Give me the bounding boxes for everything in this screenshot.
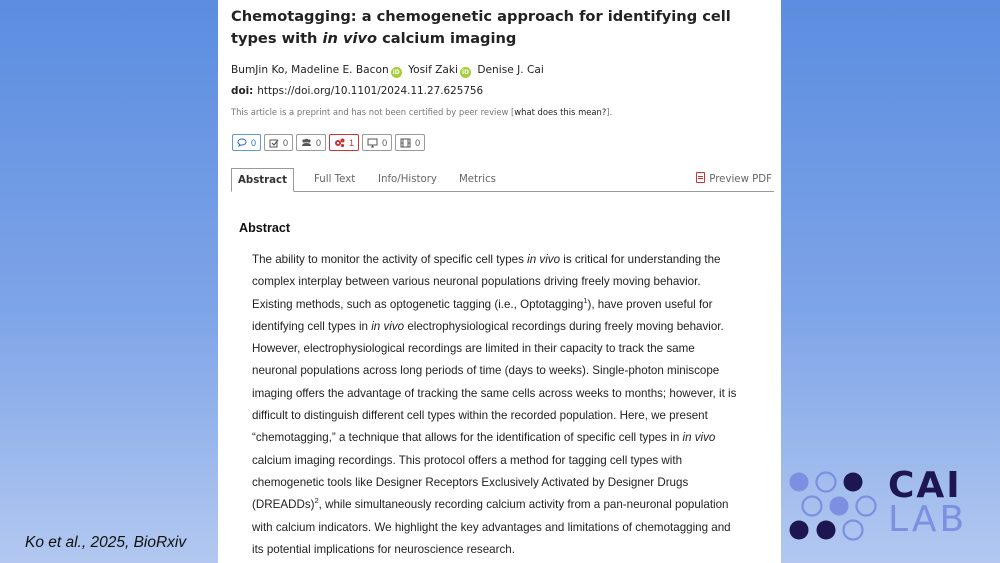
badge-count: 0 — [415, 137, 421, 148]
logo-circle-6 — [857, 497, 876, 516]
preview-pdf-label: Preview PDF — [709, 174, 772, 185]
abstract-line: chemogenetic tools like Designer Receptors Exclusively Activated by Designer Drugs — [252, 475, 689, 489]
what-does-this-mean-link[interactable]: what does this mean? — [514, 107, 607, 117]
logo-circle-2 — [817, 473, 836, 492]
abstract-line: (DREADDs)$^2$, while simultaneously recording calcium activity from a pan-neuronal population — [252, 496, 729, 512]
abstract-line: calcium imaging recordings. This protocol offers a method for tagging cell types with — [252, 453, 683, 467]
users-badge[interactable] — [296, 134, 326, 151]
badge-count: 0 — [283, 137, 289, 148]
title-text: Chemotagging: a chemogenetic approach for identifying cell types with — [231, 8, 731, 47]
preprint-notice — [231, 107, 612, 117]
paper-title — [231, 6, 771, 50]
abstract-line: Existing methods, such as optogenetic tagging (i.e., Optotagging$^1$), have proven useful for — [252, 295, 713, 311]
author-name[interactable]: Madeline E. Bacon — [291, 64, 389, 76]
doi-label: doi: — [231, 85, 254, 97]
cai-lab-wordmark — [888, 465, 968, 540]
logo-cai-text: CAI — [888, 465, 962, 506]
checkbox-icon — [269, 138, 279, 148]
preprint-notice-text: This article is a preprint and has not been certified by peer review [ — [231, 107, 515, 117]
orcid-icon[interactable]: iD — [392, 69, 400, 76]
abstract-body — [252, 249, 768, 561]
author-name[interactable]: Denise J. Cai — [477, 64, 544, 76]
logo-lab-text: LAB — [888, 499, 968, 540]
users-icon — [301, 138, 312, 147]
badge-count: 0 — [316, 137, 322, 148]
preprint-notice-close: ]. — [606, 107, 613, 117]
logo-circle-5 — [830, 497, 849, 516]
abstract-heading: Abstract — [239, 221, 291, 235]
title-text-end: calcium imaging — [377, 30, 517, 47]
logo-circle-3 — [844, 473, 863, 492]
doi-line — [231, 85, 483, 97]
logo-circle-1 — [790, 473, 809, 492]
tab-full-text[interactable]: Full Text — [314, 174, 356, 185]
article-tabs — [231, 168, 774, 192]
monitor-badge[interactable] — [362, 134, 392, 151]
metrics-badges — [232, 134, 428, 151]
logo-circle-4 — [803, 497, 822, 516]
cogs-badge[interactable] — [329, 134, 359, 151]
preview-pdf-link[interactable] — [696, 168, 772, 191]
abstract-line: “chemotagging,” a technique that allows for the identification of specific cell types in in vivo — [252, 431, 716, 445]
abstract-paragraph — [252, 249, 768, 561]
preprint-page — [218, 0, 781, 563]
comment-icon — [237, 138, 247, 147]
abstract-line: imaging offers the advantage of tracking the same cells across weeks to months; however, it is — [252, 386, 737, 400]
citation-caption: Ko et al., 2025, BioRxiv — [25, 534, 187, 551]
abstract-line: with calcium indicators. We highlight the key advantages and limitations of chemotagging and — [252, 520, 731, 534]
badge-count: 0 — [251, 137, 257, 148]
author-name[interactable]: BumJin Ko — [231, 64, 285, 76]
film-badge[interactable] — [395, 134, 425, 151]
title-italic: in vivo — [322, 30, 378, 47]
abstract-line: complex interplay between various neuronal populations driving freely moving behavior. — [252, 275, 701, 289]
comment-badge[interactable] — [232, 134, 261, 151]
author-name[interactable]: Yosif Zaki — [408, 64, 458, 76]
pdf-icon — [696, 172, 705, 183]
doi-link[interactable]: https://doi.org/10.1101/2024.11.27.625756 — [257, 85, 484, 97]
abstract-line: its potential implications for neuroscience research. — [252, 542, 515, 556]
logo-circle-9 — [844, 521, 863, 540]
author-separator: , — [284, 64, 292, 76]
checkbox-badge[interactable] — [264, 134, 293, 151]
orcid-icon[interactable]: iD — [461, 69, 470, 76]
abstract-line: difficult to distinguish different cell types within the recorded population. Here, we present — [252, 409, 708, 423]
film-icon — [400, 138, 411, 148]
abstract-line: However, electrophysiological recordings are limited in their capacity to track the same — [252, 342, 695, 356]
monitor-icon — [367, 138, 378, 148]
abstract-line: neuronal populations across long periods of time (days to weeks). Single-photon miniscope — [252, 364, 720, 378]
logo-circle-8 — [817, 521, 836, 540]
author-list — [231, 64, 544, 78]
badge-count: 0 — [382, 137, 388, 148]
cogs-icon — [334, 138, 345, 148]
badge-count: 1 — [349, 137, 355, 148]
tab-metrics[interactable]: Metrics — [459, 174, 496, 185]
abstract-line: The ability to monitor the activity of specific cell types in vivo is critical for understanding the — [252, 253, 721, 266]
abstract-line: identifying cell types in in vivo electrophysiological recordings during freely moving behavior. — [252, 319, 724, 333]
tab-abstract[interactable]: Abstract — [231, 168, 294, 192]
logo-circle-7 — [790, 521, 809, 540]
tab-info-history[interactable]: Info/History — [378, 174, 437, 185]
